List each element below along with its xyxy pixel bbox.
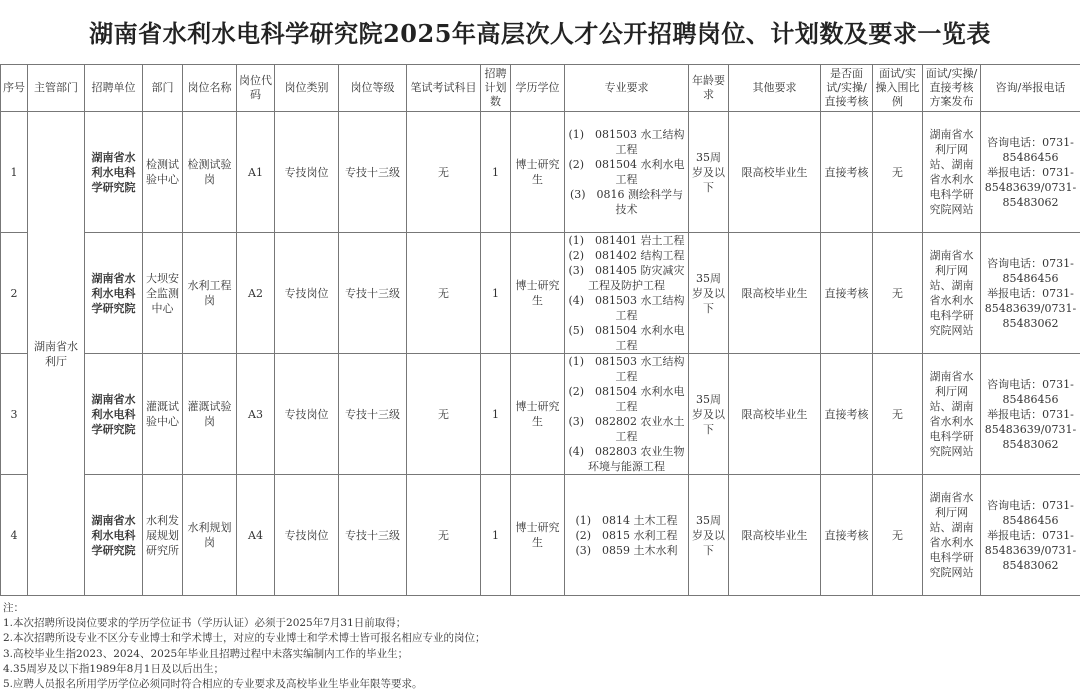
department: 灌溉试验中心 <box>143 354 183 475</box>
recruitment-table <box>0 64 1080 596</box>
contact-phones <box>981 354 1080 475</box>
exam-subject: 无 <box>407 354 481 475</box>
recruiting-unit: 湖南省水利水电科学研究院 <box>85 475 143 596</box>
post-name: 水利工程岗 <box>183 233 237 354</box>
notes-label: 注： <box>3 602 24 614</box>
degree: 博士研究生 <box>511 233 565 354</box>
contact-phones <box>981 112 1080 233</box>
assessment-method: 直接考核 <box>821 354 873 475</box>
table-row <box>1 354 1080 475</box>
table-row <box>1 233 1080 354</box>
post-category: 专技岗位 <box>275 475 339 596</box>
notes-section <box>3 601 1077 692</box>
age-requirement: 35周岁及以下 <box>689 233 729 354</box>
other-requirement: 限高校毕业生 <box>729 475 821 596</box>
age-requirement: 35周岁及以下 <box>689 354 729 475</box>
degree: 博士研究生 <box>511 475 565 596</box>
age-requirement: 35周岁及以下 <box>689 475 729 596</box>
shortlist-ratio: 无 <box>873 475 923 596</box>
exam-subject: 无 <box>407 233 481 354</box>
assessment-method: 直接考核 <box>821 233 873 354</box>
column-header: 是否面试/实操/直接考核 <box>821 65 873 112</box>
contact-phones <box>981 475 1080 596</box>
shortlist-ratio: 无 <box>873 354 923 475</box>
column-header: 招聘计划数 <box>481 65 511 112</box>
publish-channel: 湖南省水利厅网站、湖南省水利水电科学研究院网站 <box>923 475 981 596</box>
contact-line: 咨询电话：0731-85486456 <box>987 377 1074 406</box>
recruiting-unit: 湖南省水利水电科学研究院 <box>85 354 143 475</box>
note-item: 1.本次招聘所设岗位要求的学历学位证书（学历认证）必须于2025年7月31日前取得； <box>3 617 407 630</box>
shortlist-ratio: 无 <box>873 112 923 233</box>
post-category: 专技岗位 <box>275 233 339 354</box>
exam-subject: 无 <box>407 475 481 596</box>
table-row <box>1 475 1080 596</box>
plan-count: 1 <box>481 233 511 354</box>
assessment-method: 直接考核 <box>821 475 873 596</box>
row-number: 2 <box>1 233 28 354</box>
major-item: (2) 0815 水利工程 <box>575 528 678 542</box>
degree: 博士研究生 <box>511 354 565 475</box>
department: 大坝安全监测中心 <box>143 233 183 354</box>
column-header: 岗位名称 <box>183 65 237 112</box>
column-header: 咨询/举报电话 <box>981 65 1080 112</box>
post-category: 专技岗位 <box>275 354 339 475</box>
plan-count: 1 <box>481 475 511 596</box>
column-header: 招聘单位 <box>85 65 143 112</box>
note-item: 4.35周岁及以下指1989年8月1日及以后出生； <box>3 662 224 675</box>
post-code: A1 <box>237 112 275 233</box>
major-item: (4) 081503 水工结构工程 <box>568 294 685 322</box>
assessment-method: 直接考核 <box>821 112 873 233</box>
row-number: 3 <box>1 354 28 475</box>
shortlist-ratio: 无 <box>873 233 923 354</box>
table-row <box>1 112 1080 233</box>
other-requirement: 限高校毕业生 <box>729 112 821 233</box>
major-requirements <box>565 233 689 354</box>
note-item: 5.应聘人员报名所用学历学位必须同时符合相应的专业要求及高校毕业生毕业年限等要求。 <box>3 678 423 691</box>
recruiting-unit: 湖南省水利水电科学研究院 <box>85 233 143 354</box>
column-header: 岗位类别 <box>275 65 339 112</box>
degree: 博士研究生 <box>511 112 565 233</box>
major-item: (3) 0859 土木水利 <box>575 543 678 557</box>
column-header: 主管部门 <box>28 65 85 112</box>
post-name: 检测试验岗 <box>183 112 237 233</box>
note-item: 2.本次招聘所设专业不区分专业博士和学术博士，对应的专业博士和学术博士皆可报名相应专业的岗位； <box>3 632 486 645</box>
column-header: 年龄要求 <box>689 65 729 112</box>
major-item: (2) 081504 水利水电工程 <box>568 385 685 413</box>
column-header: 部门 <box>143 65 183 112</box>
major-item: (3) 082802 农业水土工程 <box>568 415 685 443</box>
major-item: (1) 081503 水工结构工程 <box>568 128 685 156</box>
other-requirement: 限高校毕业生 <box>729 233 821 354</box>
contact-line: 举报电话：0731-85483639/0731-85483062 <box>984 528 1077 572</box>
column-header: 岗位等级 <box>339 65 407 112</box>
column-header: 其他要求 <box>729 65 821 112</box>
supervisor-cell: 湖南省水利厅 <box>28 112 85 596</box>
contact-line: 举报电话：0731-85483639/0731-85483062 <box>984 286 1077 330</box>
major-requirements <box>565 475 689 596</box>
post-level: 专技十三级 <box>339 233 407 354</box>
plan-count: 1 <box>481 354 511 475</box>
plan-count: 1 <box>481 112 511 233</box>
row-number: 1 <box>1 112 28 233</box>
document-title: 湖南省水利水电科学研究院2025年高层次人才公开招聘岗位、计划数及要求一览表 <box>89 19 991 48</box>
column-header: 专业要求 <box>565 65 689 112</box>
post-code: A3 <box>237 354 275 475</box>
contact-phones <box>981 233 1080 354</box>
post-name: 水利规划岗 <box>183 475 237 596</box>
major-item: (3) 081405 防灾减灾工程及防护工程 <box>568 264 685 292</box>
major-item: (4) 082803 农业生物环境与能源工程 <box>568 445 685 473</box>
publish-channel: 湖南省水利厅网站、湖南省水利水电科学研究院网站 <box>923 112 981 233</box>
major-item: (5) 081504 水利水电工程 <box>568 324 685 352</box>
note-item: 3.高校毕业生指2023、2024、2025年毕业且招聘过程中未落实编制内工作的毕业生； <box>3 647 409 660</box>
row-number: 4 <box>1 475 28 596</box>
post-level: 专技十三级 <box>339 475 407 596</box>
post-level: 专技十三级 <box>339 112 407 233</box>
age-requirement: 35周岁及以下 <box>689 112 729 233</box>
contact-line: 咨询电话：0731-85486456 <box>987 498 1074 527</box>
post-code: A4 <box>237 475 275 596</box>
column-header: 岗位代码 <box>237 65 275 112</box>
recruiting-unit: 湖南省水利水电科学研究院 <box>85 112 143 233</box>
contact-line: 举报电话：0731-85483639/0731-85483062 <box>984 165 1077 209</box>
table-body <box>1 112 1080 596</box>
contact-line: 咨询电话：0731-85486456 <box>987 256 1074 285</box>
other-requirement: 限高校毕业生 <box>729 354 821 475</box>
major-item: (3) 0816 测绘科学与技术 <box>569 188 684 216</box>
contact-line: 举报电话：0731-85483639/0731-85483062 <box>984 407 1077 451</box>
major-requirements <box>565 354 689 475</box>
post-category: 专技岗位 <box>275 112 339 233</box>
header-row <box>1 65 1080 112</box>
contact-line: 咨询电话：0731-85486456 <box>987 135 1074 164</box>
column-header: 面试/实操/直接考核方案发布 <box>923 65 981 112</box>
major-item: (1) 081503 水工结构工程 <box>568 355 685 383</box>
column-header: 序号 <box>1 65 28 112</box>
major-item: (2) 081504 水利水电工程 <box>568 158 685 186</box>
publish-channel: 湖南省水利厅网站、湖南省水利水电科学研究院网站 <box>923 354 981 475</box>
post-level: 专技十三级 <box>339 354 407 475</box>
column-header: 学历学位 <box>511 65 565 112</box>
major-requirements <box>565 112 689 233</box>
column-header: 面试/实操入围比例 <box>873 65 923 112</box>
post-code: A2 <box>237 233 275 354</box>
column-header: 笔试考试科目 <box>407 65 481 112</box>
major-item: (1) 081401 岩土工程 <box>568 234 685 247</box>
major-item: (1) 0814 土木工程 <box>575 513 678 527</box>
post-name: 灌溉试验岗 <box>183 354 237 475</box>
department: 检测试验中心 <box>143 112 183 233</box>
publish-channel: 湖南省水利厅网站、湖南省水利水电科学研究院网站 <box>923 233 981 354</box>
exam-subject: 无 <box>407 112 481 233</box>
department: 水利发展规划研究所 <box>143 475 183 596</box>
major-item: (2) 081402 结构工程 <box>568 249 685 262</box>
